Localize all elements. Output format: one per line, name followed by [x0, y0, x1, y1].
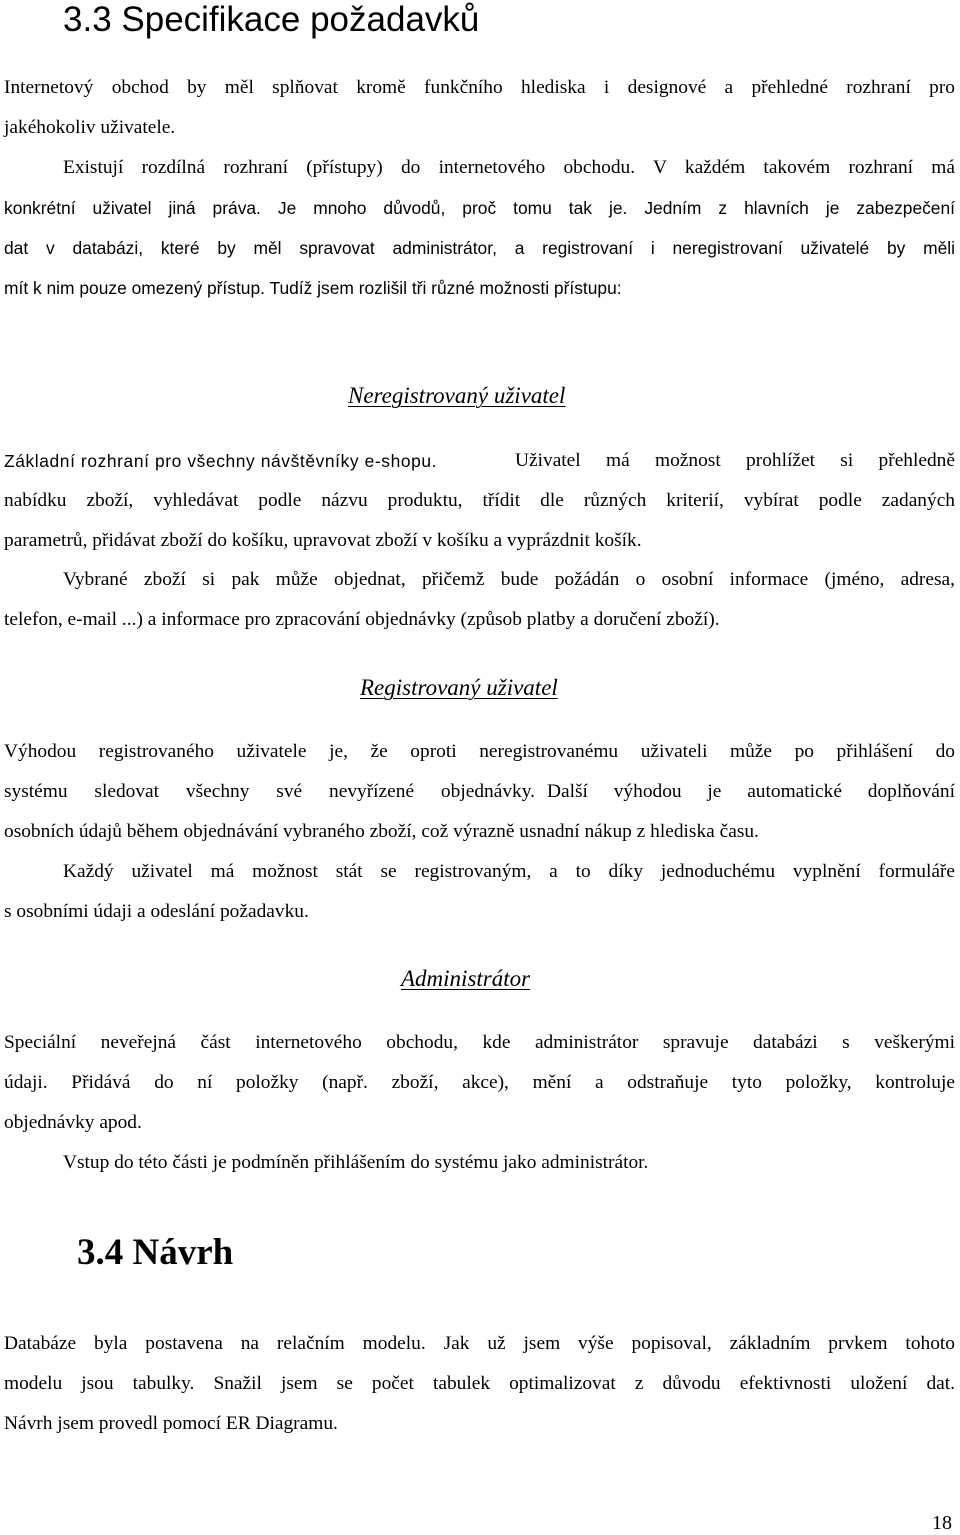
admin-line-4: Vstup do této části je podmíněn přihlášením do systému jako administrátor. — [63, 1152, 649, 1173]
page-number: 18 — [932, 1512, 952, 1534]
heading-administrator: Administrátor — [401, 966, 531, 991]
intro-line-3: Existují rozdílná rozhraní (přístupy) do internetového obchodu. V každém takovém rozhraní má — [63, 157, 955, 178]
admin-line-2: údaji. Přidává do ní položky (např. zboží, akce), mění a odstraňuje tyto položky, kontroluje — [4, 1072, 955, 1093]
navrh-line-3: Návrh jsem provedl pomocí ER Diagramu. — [4, 1413, 338, 1434]
unregistered-line-3: parametrů, přidávat zboží do košíku, upravovat zboží v košíku a vyprázdnit košík. — [4, 530, 642, 551]
section-title-navrh: 3.4 Návrh — [77, 1232, 234, 1273]
registered-line-4: Každý uživatel má možnost stát se registrovaným, a to díky jednoduchému vyplnění formuláře — [63, 861, 955, 882]
intro-line-6: mít k nim pouze omezený přístup. Tudíž jsem rozlišil tři různé možnosti přístupu: — [4, 278, 622, 298]
admin-line-1: Speciální neveřejná část internetového obchodu, kde administrátor spravuje databázi s veškerými — [4, 1032, 955, 1053]
registered-line-1: Výhodou registrovaného uživatele je, že oproti neregistrovanému uživateli může po přihlášení do — [4, 741, 955, 762]
unregistered-line-1b: Uživatel má možnost prohlížet si přehledně — [515, 450, 955, 471]
admin-line-3: objednávky apod. — [4, 1112, 142, 1133]
registered-line-3: osobních údajů během objednávání vybraného zboží, což výrazně usnadní nákup z hlediska času. — [4, 821, 759, 842]
intro-line-5: dat v databázi, které by měl spravovat administrátor, a registrovaní i neregistrovaní uživatelé by měli — [4, 238, 955, 258]
unregistered-line-1a: Základní rozhraní pro všechny návštěvníky e-shopu. — [4, 451, 438, 471]
registered-line-2b: Další výhodou je automatické doplňování — [547, 781, 955, 802]
registered-line-5: s osobními údaji a odeslání požadavku. — [4, 901, 309, 922]
unregistered-line-2: nabídku zboží, vyhledávat podle názvu produktu, třídit dle různých kriterií, vybírat podle zadaných — [4, 490, 955, 511]
navrh-line-1: Databáze byla postavena na relačním modelu. Jak už jsem výše popisoval, základním prvkem tohoto — [4, 1333, 955, 1354]
registered-line-2a: systému sledovat všechny své nevyřízené objednávky. — [4, 781, 535, 802]
section-title-specifikace: 3.3 Specifikace požadavků — [63, 0, 480, 39]
navrh-line-2: modelu jsou tabulky. Snažil jsem se počet tabulek optimalizovat z důvodu efektivnosti uložení dat. — [4, 1373, 955, 1394]
intro-line-1-text: Internetový obchod by měl splňovat kromě funkčního hlediska i designové a přehledné rozhraní pro — [4, 77, 955, 98]
heading-neregistrovany: Neregistrovaný uživatel — [348, 383, 566, 408]
intro-line-2: jakéhokoliv uživatele. — [4, 117, 176, 138]
unregistered-line-4: Vybrané zboží si pak může objednat, přičemž bude požádán o osobní informace (jméno, adresa, — [63, 569, 955, 590]
intro-line-4: konkrétní uživatel jiná práva. Je mnoho důvodů, proč tomu tak je. Jedním z hlavních je zabezpečení — [4, 198, 955, 218]
heading-registrovany: Registrovaný uživatel — [360, 675, 558, 700]
unregistered-line-5: telefon, e-mail ...) a informace pro zpracování objednávky (způsob platby a doručení zboží). — [4, 609, 720, 630]
